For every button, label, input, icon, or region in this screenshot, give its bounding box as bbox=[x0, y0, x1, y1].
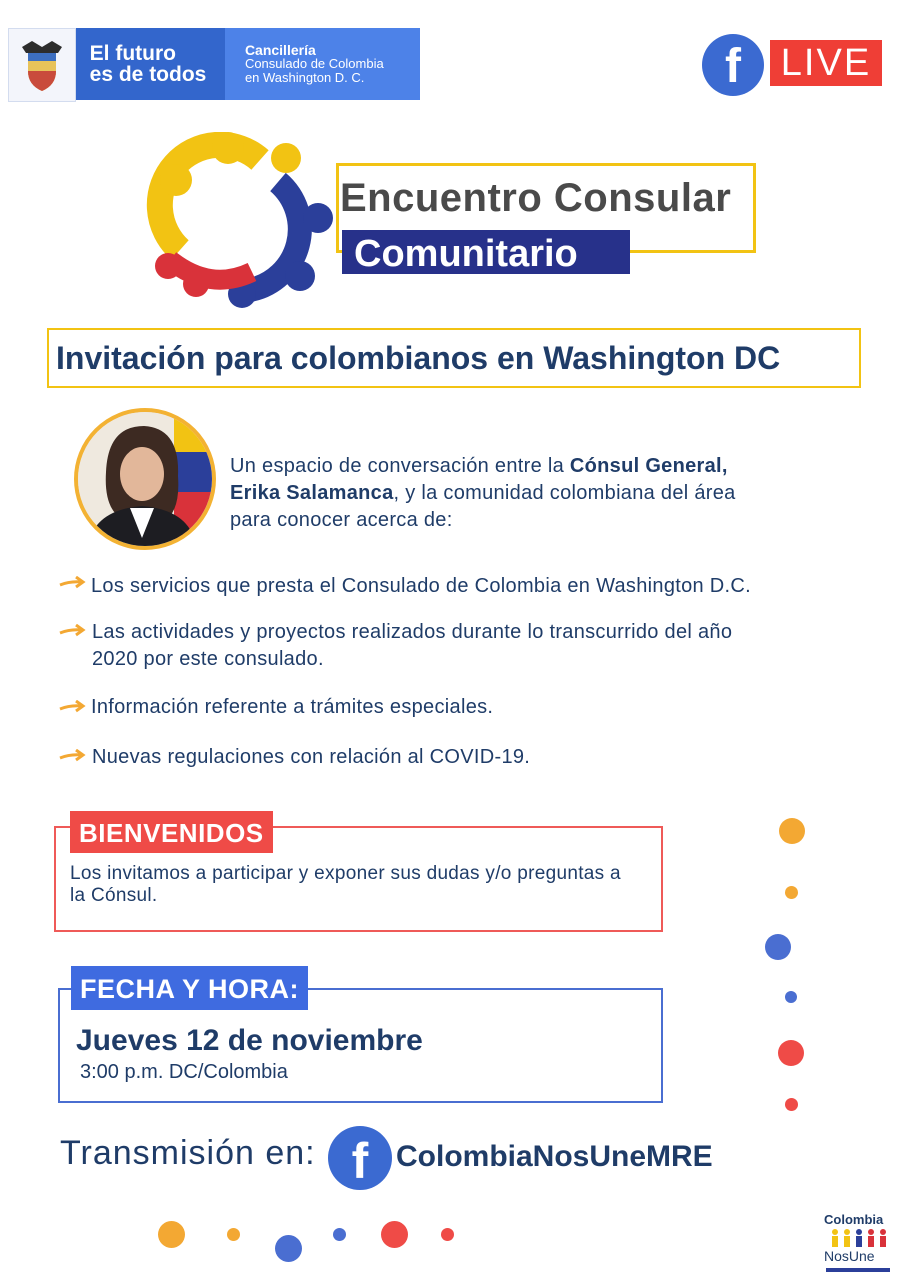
welcome-text: Los invitamos a participar y exponer sus dudas y/o preguntas a la Cónsul. bbox=[70, 863, 621, 906]
intro-bold-consul: Cónsul General, bbox=[569, 455, 728, 477]
decor-dot bbox=[275, 1235, 302, 1262]
arrow-icon bbox=[58, 700, 86, 714]
intro-post2: para conocer acerca de: bbox=[230, 509, 453, 531]
intro-post1: , y la comunidad colombiana del área bbox=[393, 482, 736, 504]
gov-line2: es de todos bbox=[89, 63, 207, 86]
decor-dot bbox=[778, 1040, 804, 1066]
welcome-tag: BIENVENIDOS bbox=[70, 811, 273, 853]
title-line2: Comunitario bbox=[342, 230, 630, 274]
facebook-letter: f bbox=[725, 40, 741, 93]
invitation-heading: Invitación para colombianos en Washington DC bbox=[56, 340, 781, 376]
decor-dot bbox=[333, 1228, 346, 1241]
bullet-special-procedures: Información referente a trámites especiales. bbox=[91, 696, 494, 718]
intro-bold-name: Erika Salamanca bbox=[230, 482, 394, 504]
bullet-covid: Nuevas regulaciones con relación al COVID-19. bbox=[92, 746, 531, 768]
bullet-activities-line1: Las actividades y proyectos realizados durante lo transcurrido del año bbox=[92, 621, 733, 643]
gov-banner bbox=[8, 28, 420, 100]
stream-label: Transmisión en: bbox=[60, 1134, 316, 1172]
canc-line3: en Washington D. C. bbox=[244, 70, 365, 85]
cancilleria-label bbox=[225, 28, 420, 100]
decor-dot bbox=[227, 1228, 240, 1241]
schedule-tag: FECHA Y HORA: bbox=[71, 966, 308, 1010]
decor-dot bbox=[785, 1098, 798, 1111]
gov-slogan bbox=[76, 28, 225, 100]
live-label: LIVE bbox=[770, 40, 882, 86]
decor-dot bbox=[779, 818, 805, 844]
decor-dot bbox=[785, 991, 797, 1003]
arrow-icon bbox=[58, 576, 86, 590]
bullet-activities-line2: 2020 por este consulado. bbox=[92, 648, 324, 670]
cnu-line2: NosUne bbox=[824, 1248, 875, 1264]
decor-dot bbox=[441, 1228, 454, 1241]
canc-title: Cancillería bbox=[244, 42, 316, 58]
decor-dot bbox=[381, 1221, 408, 1248]
facebook-icon: f bbox=[328, 1126, 392, 1190]
intro-pre: Un espacio de conversación entre la bbox=[230, 455, 570, 477]
arrow-icon bbox=[58, 749, 86, 763]
colombia-nos-une-logo bbox=[822, 1208, 894, 1274]
facebook-page-name[interactable]: ColombiaNosUneMRE bbox=[396, 1140, 713, 1173]
facebook-live-badge bbox=[702, 32, 886, 98]
event-time: 3:00 p.m. DC/Colombia bbox=[80, 1061, 288, 1083]
title-line1: Encuentro Consular bbox=[340, 176, 732, 220]
decor-dot bbox=[785, 886, 798, 899]
arrow-icon bbox=[58, 624, 86, 638]
people-icon bbox=[828, 1228, 890, 1248]
consul-photo bbox=[74, 408, 216, 550]
intro-paragraph bbox=[230, 453, 850, 534]
gov-line1: El futuro bbox=[89, 42, 176, 65]
bullet-services: Los servicios que presta el Consulado de Colombia en Washington D.C. bbox=[91, 575, 751, 597]
event-date: Jueves 12 de noviembre bbox=[76, 1024, 423, 1057]
community-ring-logo-icon bbox=[140, 132, 336, 308]
cnu-underline bbox=[826, 1268, 890, 1272]
coat-of-arms-icon bbox=[8, 28, 76, 102]
decor-dot bbox=[158, 1221, 185, 1248]
decor-dot bbox=[765, 934, 791, 960]
cnu-line1: Colombia bbox=[824, 1212, 884, 1227]
canc-line2: Consulado de Colombia bbox=[244, 56, 384, 71]
